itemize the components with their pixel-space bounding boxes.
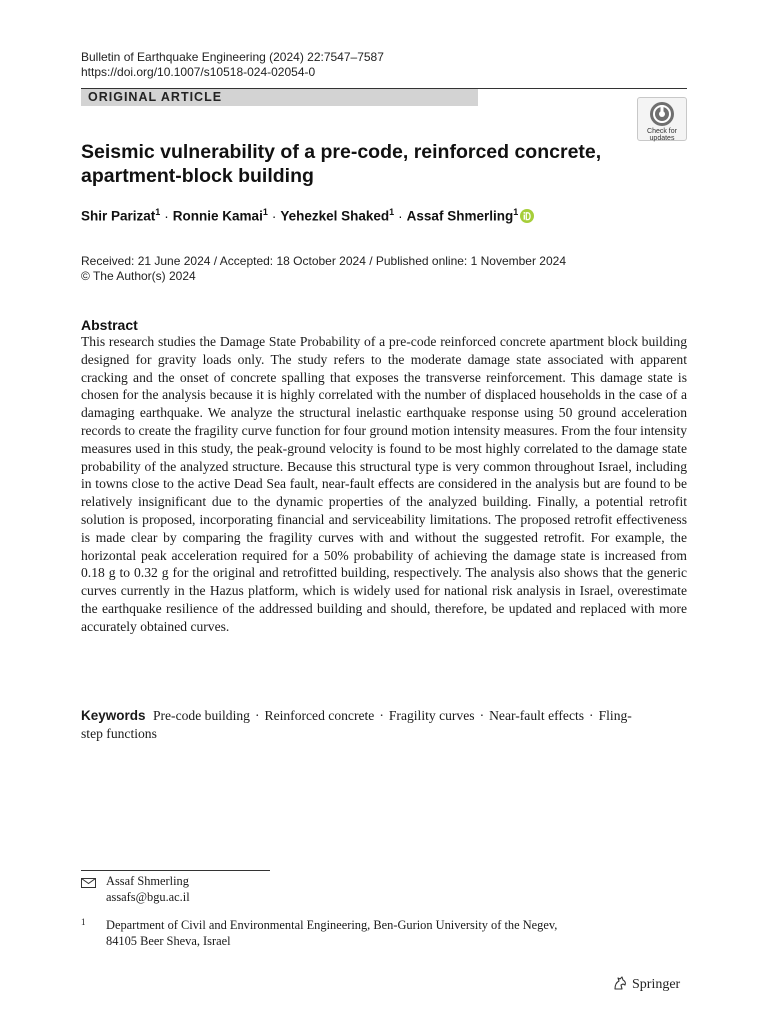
keywords-label: Keywords xyxy=(81,708,146,723)
envelope-icon xyxy=(81,878,96,888)
article-title: Seismic vulnerability of a pre-code, reinforced concrete, apartment-block building xyxy=(81,141,602,187)
check-updates-label-2: updates xyxy=(649,135,675,142)
check-for-updates-badge[interactable] xyxy=(637,97,687,141)
journal-header xyxy=(81,50,384,80)
author-affiliation-mark: 1 xyxy=(262,207,268,217)
author-separator: · xyxy=(398,208,403,224)
abstract-text: This research studies the Damage State Probability of a pre-code reinforced concrete apartment block building designed for gravity loads only. The study refers to the moderate damage state associated with apparent cracking and the onset of concrete spalling that exposes the transverse reinforcement. This damage state is chosen for the analysis because it is highly correlated with the number of displaced households in the case of a damaging earthquake. We analyze the structural inelastic earthquake response using 50 ground acceleration records to create the fragility curve function for four ground motion intensity measures. From the four intensity measures used in this study, the peak-ground velocity is found to be most highly correlated to the damage state probability of the analyzed structure. Because this structural type is very common throughout Israel, including in towns close to the active Dead Sea fault, near-fault effects are considered in the analysis but are found to be relatively insignificant due to the dynamic properties of the analyzed building. Finally, a potential retrofit solution is proposed, incorporating financial and serviceability limitations. The proposed retrofit effectiveness is made clear by comparing the fragility curves with and without the suggested retrofit. For example, the horizontal peak acceleration required for a 50% probability of achieving the damage state is increased from 0.18 g to 0.32 g for the original and retrofitted building, respectively. The analysis also shows that the generic curves currently in the Hazus platform, which is widely used for national risk analysis in Israel, overestimate the earthquake resilience of the addressed building and should, therefore, be updated and replaced with more accurately obtained curves. xyxy=(81,334,687,634)
author-affiliation-mark: 1 xyxy=(389,207,395,217)
received-accepted-published: Received: 21 June 2024 / Accepted: 18 October 2024 / Published online: 1 November 2024 xyxy=(81,254,566,268)
keyword-separator: · xyxy=(479,708,485,723)
article-type-banner: ORIGINAL ARTICLE xyxy=(81,89,478,106)
journal-citation: Bulletin of Earthquake Engineering (2024) 22:7547–7587 xyxy=(81,50,384,64)
keyword-separator: · xyxy=(254,708,260,723)
affiliation-line: Department of Civil and Environmental Engineering, Ben-Gurion University of the Negev, xyxy=(106,918,558,932)
keyword[interactable]: Near-fault effects xyxy=(489,708,585,723)
check-updates-label-1: Check for xyxy=(647,128,677,135)
copyright-line: © The Author(s) 2024 xyxy=(81,269,196,283)
publisher-logo xyxy=(612,975,680,993)
keyword[interactable]: Reinforced concrete xyxy=(264,708,375,723)
author-affiliation-mark: 1 xyxy=(513,207,519,217)
keyword[interactable]: Fragility curves xyxy=(388,708,475,723)
keyword[interactable]: Fling-step functions xyxy=(81,708,632,741)
keyword-separator: · xyxy=(379,708,384,723)
affiliation-line: 84105 Beer Sheva, Israel xyxy=(106,933,231,948)
affiliation-footnote xyxy=(81,918,666,949)
author-name[interactable]: Shir Parizat xyxy=(81,208,156,224)
corresponding-author-email[interactable]: assafs@bgu.ac.il xyxy=(106,889,190,904)
author-list xyxy=(81,207,534,224)
keywords-section xyxy=(81,707,641,742)
author-separator: · xyxy=(164,208,169,224)
springer-horse-icon xyxy=(612,975,628,991)
author-name[interactable]: Assaf Shmerling xyxy=(406,208,514,224)
publisher-name: Springer xyxy=(632,977,681,992)
keyword[interactable]: Pre-code building xyxy=(152,708,250,723)
author-name[interactable]: Ronnie Kamai xyxy=(172,208,263,224)
corresponding-author-name: Assaf Shmerling xyxy=(106,874,189,888)
author-separator: · xyxy=(271,208,277,224)
author-affiliation-mark: 1 xyxy=(155,207,161,217)
footnote-rule xyxy=(81,870,270,871)
author-name[interactable]: Yehezkel Shaked xyxy=(280,208,390,224)
affiliation-number: 1 xyxy=(81,917,86,927)
correspondence-footnote xyxy=(81,874,190,905)
orcid-icon[interactable] xyxy=(520,209,534,223)
check-for-updates-icon xyxy=(649,101,675,127)
doi-link[interactable]: https://doi.org/10.1007/s10518-024-02054-0 xyxy=(81,65,316,79)
keyword-separator: · xyxy=(589,708,594,723)
abstract-heading: Abstract xyxy=(81,317,138,333)
publication-history xyxy=(81,254,566,284)
